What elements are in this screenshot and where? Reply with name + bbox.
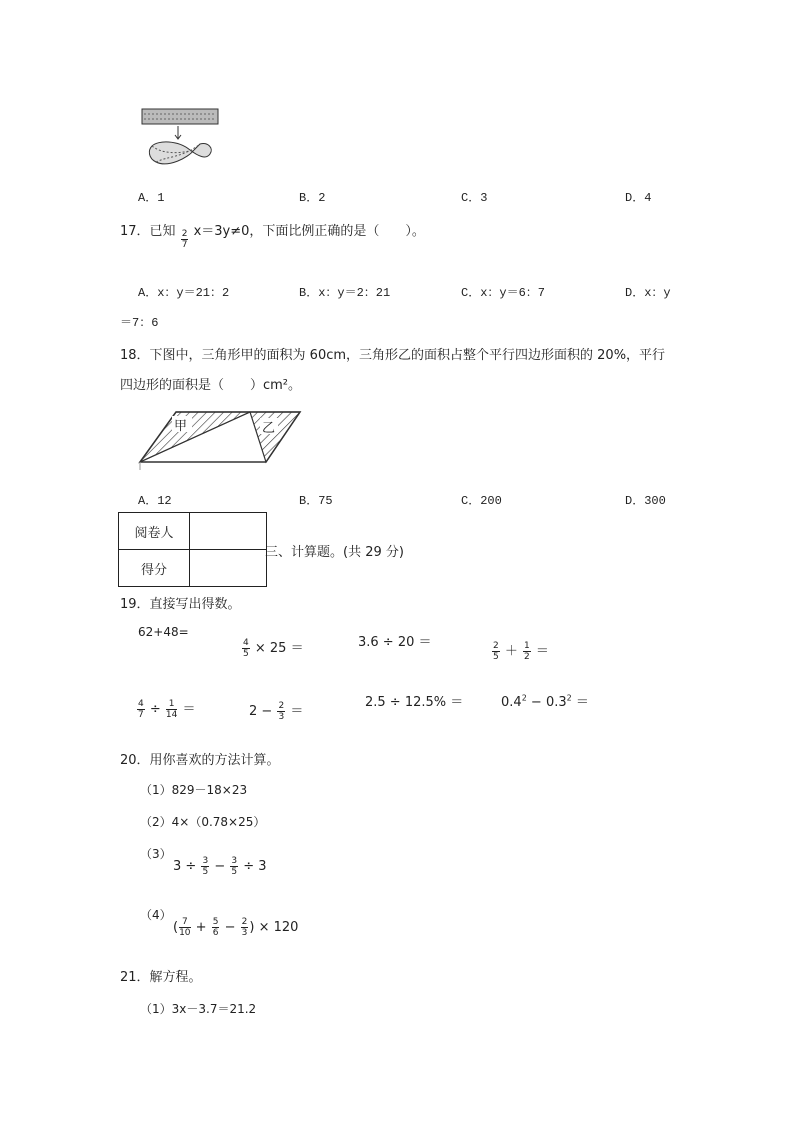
q16-option-b: B．2 — [299, 191, 326, 205]
q19-expr-4 — [491, 640, 549, 662]
q21-part-1: （1）3x－3.7＝21.2 — [140, 1002, 257, 1016]
q17-fraction-numerator: 2 — [181, 229, 188, 239]
mobius-strip-figure — [138, 106, 222, 174]
expr-pre: 3 ÷ — [173, 859, 197, 874]
q17-rest: x＝3y≠0，下面比例正确的是（ ）。 — [193, 224, 425, 239]
q17-option-c: C．x：y＝6：7 — [461, 286, 546, 300]
q16-option-d: D．4 — [625, 191, 652, 205]
q19-title: 19．直接写出得数。 — [120, 597, 241, 612]
base-b: 0.3 — [545, 695, 567, 710]
equals: ＝ — [535, 644, 549, 659]
score-cell[interactable] — [190, 550, 267, 587]
numerator: 1 — [524, 641, 530, 651]
numerator: 7 — [179, 917, 190, 928]
denominator: 5 — [493, 652, 499, 662]
fraction — [212, 917, 220, 938]
operator: ＋ — [504, 644, 518, 659]
numerator: 2 — [241, 917, 248, 927]
q18-option-c: C．200 — [461, 494, 502, 508]
denominator: 5 — [231, 867, 238, 877]
operator: − — [214, 859, 226, 874]
q17-prefix: 17．已知 — [120, 224, 176, 239]
q16-option-a: A．1 — [138, 191, 165, 205]
denominator: 5 — [202, 867, 209, 877]
open-paren: ( — [173, 920, 179, 935]
fraction — [137, 699, 145, 720]
operator: − — [224, 920, 236, 935]
denominator: 6 — [212, 928, 219, 938]
numerator: 2 — [493, 641, 499, 651]
denominator: 3 — [241, 928, 248, 938]
reviewer-cell[interactable] — [190, 513, 267, 550]
label-yi: 乙 — [262, 421, 276, 436]
expr-rest: × 25 ＝ — [254, 641, 304, 656]
fraction — [277, 701, 285, 722]
equals: ＝ — [571, 695, 589, 710]
denominator: 14 — [165, 710, 178, 720]
denominator: 5 — [243, 649, 249, 659]
q17-option-a: A．x：y＝21：2 — [138, 286, 230, 300]
base-a: 0.4 — [501, 695, 522, 710]
fraction — [201, 856, 209, 877]
expr-pre: 2 − — [249, 704, 273, 719]
exponent: 2 — [566, 693, 572, 703]
denominator: 7 — [138, 710, 144, 720]
q17-option-d: D．x：y — [625, 286, 671, 300]
q18-stem-line2: 四边形的面积是（ ）cm²。 — [120, 378, 302, 393]
section-3-title: 三、计算题。(共 29 分) — [265, 545, 404, 560]
score-label: 得分 — [119, 550, 190, 587]
numerator: 2 — [278, 701, 285, 711]
q18-option-b: B．75 — [299, 494, 333, 508]
q17-stem — [120, 220, 425, 250]
score-table — [118, 512, 267, 587]
operator: ÷ — [149, 702, 161, 717]
q17-fraction-denominator: 7 — [181, 240, 188, 250]
q17-fraction — [181, 229, 189, 250]
q19-expr-6 — [249, 700, 303, 722]
operator: + — [195, 920, 207, 935]
parallelogram-figure — [136, 406, 306, 472]
numerator: 3 — [202, 856, 209, 866]
q19-expr-5 — [136, 698, 196, 720]
fraction — [241, 917, 249, 938]
q19-expr-1: 62+48= — [138, 625, 189, 639]
operator: − — [526, 695, 546, 710]
numerator: 3 — [231, 856, 238, 866]
q20-part-1: （1）829－18×23 — [140, 783, 248, 797]
close-paren: ) × 120 — [249, 920, 299, 935]
denominator: 2 — [524, 652, 530, 662]
fraction — [230, 856, 238, 877]
q19-expr-2 — [241, 637, 304, 659]
q20-part-4-expr — [173, 917, 298, 938]
q20-part-2: （2）4×（0.78×25） — [140, 815, 266, 829]
q19-expr-7: 2.5 ÷ 12.5% ＝ — [365, 695, 464, 710]
q18-stem-line1: 18．下图中，三角形甲的面积为 60cm，三角形乙的面积占整个平行四边形面积的 20%，平行 — [120, 348, 666, 363]
fraction — [523, 641, 531, 662]
q20-part-3-expr — [173, 856, 267, 877]
numerator: 5 — [212, 917, 219, 927]
numerator: 4 — [138, 699, 144, 709]
q16-option-c: C．3 — [461, 191, 488, 205]
fraction — [179, 917, 190, 938]
q20-part-4-label: （4） — [140, 908, 172, 922]
fraction — [492, 641, 500, 662]
label-jia: 甲 — [174, 419, 188, 434]
exponent: 2 — [521, 693, 527, 703]
fraction — [242, 638, 250, 659]
q17-option-d-wrap: ＝7：6 — [120, 316, 159, 330]
numerator: 4 — [243, 638, 249, 648]
q21-title: 21．解方程。 — [120, 970, 202, 985]
denominator: 10 — [179, 928, 191, 938]
q20-title: 20．用你喜欢的方法计算。 — [120, 753, 280, 768]
q20-part-3-label: （3） — [140, 847, 172, 861]
equals: ＝ — [290, 704, 304, 719]
q17-option-b: B．x：y＝2：21 — [299, 286, 391, 300]
reviewer-label: 阅卷人 — [119, 513, 190, 550]
q19-expr-8 — [501, 691, 589, 710]
q18-option-d: D．300 — [625, 494, 666, 508]
q18-option-a: A．12 — [138, 494, 172, 508]
equals: ＝ — [182, 702, 196, 717]
numerator: 1 — [166, 699, 177, 710]
expr-post: ÷ 3 — [243, 859, 267, 874]
fraction — [166, 699, 177, 720]
q19-expr-3: 3.6 ÷ 20 ＝ — [358, 635, 432, 650]
denominator: 3 — [278, 712, 285, 722]
